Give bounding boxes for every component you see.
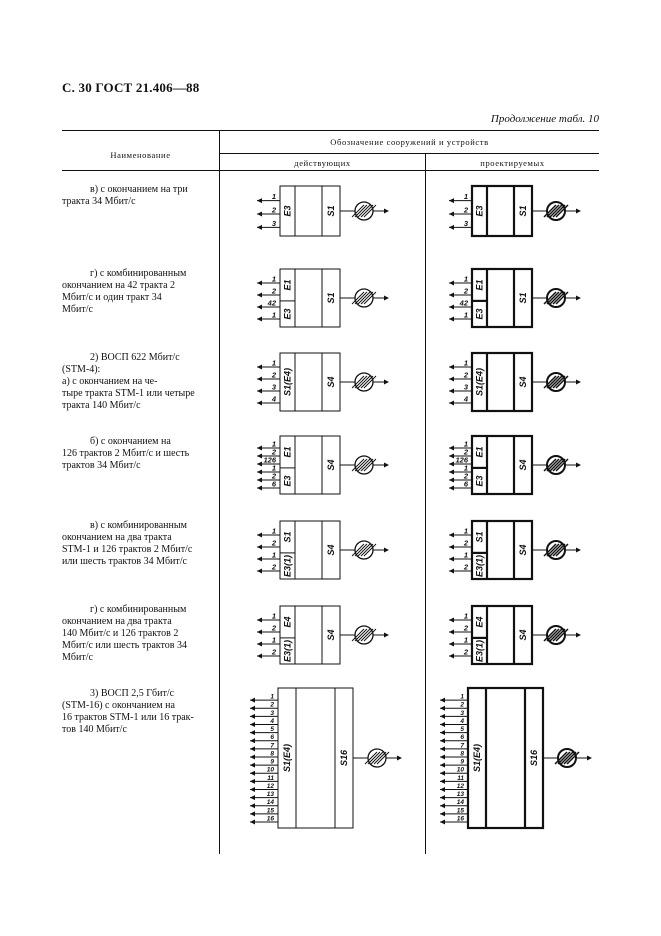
row-text-line: окончанием на 42 тракта 2 [62,280,176,291]
block-label: S16 [339,749,349,767]
input-arrow [440,706,445,711]
input-number: 126 [263,455,276,465]
input-number: 13 [266,791,274,799]
input-arrow [257,281,262,286]
block-label: S1(E4) [472,743,482,773]
input-number: 1 [463,439,468,449]
optical-line-icon [544,456,568,474]
optical-line-icon [352,202,376,220]
input-number: 2 [463,205,468,215]
row-text-line: в) с комбинированным [90,520,187,531]
input-arrow [449,365,454,370]
block-label: S1 [474,531,485,543]
diagram-designed [447,180,597,250]
block-label: S16 [529,749,539,767]
input-arrow [257,198,262,203]
diagram-existing [255,347,405,417]
input-arrow [257,557,262,562]
block-label: E3 [282,308,293,320]
block-label: E3(1) [474,639,485,662]
input-number: 1 [271,550,276,560]
input-arrow [449,225,454,230]
input-arrow [440,779,445,784]
input-arrow [257,293,262,298]
input-number: 1 [463,274,468,284]
input-arrow [440,795,445,800]
input-arrow [257,454,262,459]
input-number: 14 [456,799,464,807]
row-text [62,520,212,568]
block-label: E4 [474,616,485,628]
input-arrow [449,305,454,310]
optical-line-icon [352,289,376,307]
input-number: 6 [271,479,276,489]
input-number: 1 [271,463,276,473]
input-number: 1 [271,635,276,645]
input-arrow [440,819,445,824]
input-number: 15 [456,807,464,815]
block-label: E3(1) [282,639,293,662]
block-label: E3 [474,308,485,320]
input-arrow [449,389,454,394]
block-label: E1 [282,446,293,458]
row-text [62,352,212,412]
table-top-rule [62,130,599,131]
input-arrow [250,763,255,768]
row-text-line: окончанием на два тракта [62,532,172,543]
row-text-line: тов 140 Мбит/с [62,724,127,735]
input-arrow [449,486,454,491]
input-number: 1 [463,550,468,560]
input-number: 1 [463,526,468,536]
block-label: E3 [282,475,293,487]
diagram-existing [255,263,405,338]
optical-line-icon [544,373,568,391]
input-number: 42 [267,298,276,308]
input-number: 8 [460,750,464,758]
input-number: 10 [456,766,464,774]
input-number: 2 [271,623,276,633]
output-arrow [576,296,581,301]
block-label: E1 [474,279,485,291]
output-arrow [576,548,581,553]
input-arrow [440,714,445,719]
input-number: 1 [463,358,468,368]
input-number: 11 [267,774,274,782]
diagram-existing [255,180,405,250]
row-text-line: г) с комбинированным [90,604,187,615]
output-arrow [576,463,581,468]
input-arrow [449,198,454,203]
diagram-existing [255,600,405,672]
name-column-divider [219,130,220,854]
block-label: S1 [326,205,336,217]
input-arrow [257,225,262,230]
input-number: 4 [270,717,274,725]
input-arrow [449,454,454,459]
input-arrow [257,365,262,370]
input-arrow [449,654,454,659]
input-number: 1 [271,310,276,320]
input-number: 2 [463,471,468,481]
block-label: E3 [474,205,485,217]
row-text-line: тракта 140 Мбит/с [62,400,141,411]
block-label: E3(1) [474,554,485,577]
input-number: 2 [271,471,276,481]
input-arrow [257,317,262,322]
input-arrow [449,212,454,217]
input-number: 1 [271,526,276,536]
block-label: E3 [474,475,485,487]
row-text-line: окончанием на два тракта [62,616,172,627]
row-text-line: 140 Мбит/с и 126 трактов 2 [62,628,179,639]
input-number: 2 [271,447,276,457]
block-label: E3 [282,205,293,217]
row-text-line: Мбит/с и один тракт 34 [62,292,162,303]
input-number: 1 [460,693,464,701]
input-arrow [250,706,255,711]
row-text-line: тракта 34 Мбит/с [62,196,136,207]
block-label: S1(E4) [474,367,485,397]
output-arrow [384,548,389,553]
block-label: S1(E4) [282,367,293,397]
input-number: 9 [270,758,274,766]
output-arrow [397,756,402,761]
input-number: 2 [270,701,274,709]
input-arrow [257,389,262,394]
input-number: 42 [459,298,468,308]
input-arrow [440,754,445,759]
input-arrow [440,803,445,808]
input-number: 2 [271,562,276,572]
optical-line-icon [544,202,568,220]
header-bottom-rule [62,170,599,171]
input-arrow [449,533,454,538]
block-label: S4 [326,459,336,471]
row-text-line: Мбит/с или шесть трактов 34 [62,640,187,651]
input-arrow [250,787,255,792]
input-number: 1 [271,611,276,621]
output-arrow [384,380,389,385]
block-label: S4 [326,629,336,641]
input-arrow [449,293,454,298]
input-number: 2 [271,538,276,548]
input-number: 1 [271,358,276,368]
diagram-designed [447,600,597,672]
block-label: S1(E4) [282,743,292,773]
block-label: S4 [326,376,336,388]
input-arrow [257,470,262,475]
input-number: 16 [456,815,464,823]
input-arrow [257,533,262,538]
column-header-name: Наименование [110,150,171,160]
optical-line-icon [352,373,376,391]
input-arrow [449,377,454,382]
diagram-existing [255,430,405,500]
output-arrow [384,209,389,214]
diagram-designed [447,430,597,500]
output-arrow [384,633,389,638]
row-text-line: 2) ВОСП 622 Мбит/с [90,352,180,363]
input-number: 16 [266,815,274,823]
input-number: 6 [270,734,274,742]
input-number: 2 [463,562,468,572]
row-text-line: 3) ВОСП 2,5 Гбит/с [90,688,175,699]
existing-column-divider [425,153,426,854]
input-arrow [250,738,255,743]
output-arrow [384,296,389,301]
input-number: 1 [463,635,468,645]
optical-line-icon [352,626,376,644]
input-arrow [257,377,262,382]
input-arrow [250,779,255,784]
input-number: 2 [463,370,468,380]
input-number: 1 [270,693,274,701]
optical-line-icon [544,289,568,307]
input-arrow [257,212,262,217]
diagram-designed [447,263,597,338]
input-number: 2 [463,447,468,457]
input-arrow [440,771,445,776]
input-arrow [449,478,454,483]
input-number: 4 [460,717,464,725]
row-text-line: тыре тракта STM-1 или четыре [62,388,195,399]
input-number: 2 [271,370,276,380]
diagram-designed [438,682,598,832]
input-arrow [250,714,255,719]
header-divider [220,153,599,154]
optical-line-icon [544,626,568,644]
input-arrow [257,401,262,406]
row-text [62,184,212,208]
block-label: S4 [518,376,528,388]
row-text [62,268,212,316]
input-number: 4 [463,394,468,404]
input-arrow [250,730,255,735]
row-text [62,688,212,736]
input-arrow [250,698,255,703]
optical-line-icon [555,749,579,767]
input-arrow [440,787,445,792]
input-number: 1 [463,463,468,473]
input-arrow [449,401,454,406]
input-arrow [449,642,454,647]
output-arrow [587,756,592,761]
input-number: 2 [460,701,464,709]
input-arrow [440,698,445,703]
input-number: 14 [266,799,274,807]
input-number: 6 [463,479,468,489]
row-text-line: 126 трактов 2 Мбит/с и шесть [62,448,190,459]
input-arrow [440,811,445,816]
input-number: 3 [463,218,468,228]
row-text-line: или шесть трактов 34 Мбит/с [62,556,187,567]
optical-line-icon [352,456,376,474]
input-arrow [257,630,262,635]
input-arrow [449,630,454,635]
input-arrow [250,819,255,824]
row-text [62,436,212,472]
input-number: 9 [460,758,464,766]
input-arrow [250,795,255,800]
input-number: 3 [271,382,276,392]
row-text-line: б) с окончанием на [90,436,171,447]
column-header-designed: проектируемых [480,158,545,168]
input-arrow [257,478,262,483]
input-number: 2 [463,647,468,657]
input-arrow [449,462,454,467]
output-arrow [576,380,581,385]
input-arrow [440,738,445,743]
input-arrow [257,654,262,659]
input-number: 2 [463,538,468,548]
input-number: 7 [270,742,274,750]
row-text-line: в) с окончанием на три [90,184,188,195]
input-arrow [257,446,262,451]
block-label: E4 [282,616,293,628]
page-header: С. 30 ГОСТ 21.406—88 [62,80,200,95]
output-arrow [576,633,581,638]
row-text-line: трактов 34 Мбит/с [62,460,141,471]
column-header-existing: действующих [294,158,351,168]
input-number: 10 [266,766,274,774]
input-arrow [440,763,445,768]
input-arrow [449,446,454,451]
input-arrow [440,730,445,735]
input-number: 4 [271,394,276,404]
input-arrow [440,746,445,751]
row-text-line: Мбит/с [62,652,93,663]
row-text-line: (STM-4): [62,364,101,375]
input-arrow [449,545,454,550]
block-label: S1 [518,292,528,304]
input-number: 5 [270,726,274,734]
input-arrow [250,722,255,727]
optical-line-icon [352,541,376,559]
input-number: 3 [463,382,468,392]
input-number: 2 [463,286,468,296]
input-arrow [257,618,262,623]
input-number: 1 [463,310,468,320]
block-label: S1 [518,205,528,217]
input-number: 2 [271,286,276,296]
input-arrow [250,746,255,751]
input-number: 3 [270,709,274,717]
input-arrow [257,642,262,647]
input-number: 2 [271,205,276,215]
input-arrow [257,569,262,574]
diagram-existing [255,515,405,585]
input-arrow [449,470,454,475]
input-arrow [449,569,454,574]
table-continuation-label: Продолжение табл. 10 [490,113,599,125]
input-number: 8 [270,750,274,758]
input-arrow [257,545,262,550]
input-number: 13 [456,791,464,799]
input-number: 126 [455,455,468,465]
block-label: S4 [518,629,528,641]
block-label: S1 [326,292,336,304]
input-number: 3 [460,709,464,717]
input-arrow [449,557,454,562]
row-text-line: а) с окончанием на че- [62,376,158,387]
input-arrow [440,722,445,727]
input-arrow [449,281,454,286]
input-number: 1 [271,439,276,449]
optical-line-icon [365,749,389,767]
block-label: S1 [282,531,293,543]
row-text [62,604,212,664]
input-number: 7 [460,742,464,750]
input-number: 12 [456,782,464,790]
row-text-line: Мбит/с [62,304,93,315]
block-label: S4 [518,544,528,556]
input-number: 12 [266,782,274,790]
input-number: 2 [271,647,276,657]
block-label: S4 [518,459,528,471]
input-number: 3 [271,218,276,228]
row-text-line: STM-1 и 126 трактов 2 Мбит/с [62,544,193,555]
input-number: 2 [463,623,468,633]
input-arrow [250,771,255,776]
row-text-line: 16 трактов STM-1 или 16 трак- [62,712,194,723]
diagram-designed [447,515,597,585]
output-arrow [576,209,581,214]
diagram-existing [248,682,408,832]
column-header-designation: Обозначение сооружений и устройств [330,137,489,147]
block-label: S4 [326,544,336,556]
block-label: E1 [474,446,485,458]
input-number: 15 [266,807,274,815]
block-label: E1 [282,279,293,291]
input-arrow [257,486,262,491]
optical-line-icon [544,541,568,559]
input-number: 5 [460,726,464,734]
row-text-line: (STM-16) с окончанием на [62,700,175,711]
input-arrow [449,317,454,322]
input-number: 11 [457,774,464,782]
input-number: 1 [271,274,276,284]
diagram-designed [447,347,597,417]
row-text-line: г) с комбинированным [90,268,187,279]
input-arrow [449,618,454,623]
input-arrow [250,754,255,759]
input-arrow [250,811,255,816]
input-number: 1 [463,611,468,621]
input-arrow [257,305,262,310]
input-number: 1 [271,192,276,202]
input-arrow [257,462,262,467]
input-number: 6 [460,734,464,742]
input-arrow [250,803,255,808]
output-arrow [384,463,389,468]
input-number: 1 [463,192,468,202]
block-label: E3(1) [282,554,293,577]
